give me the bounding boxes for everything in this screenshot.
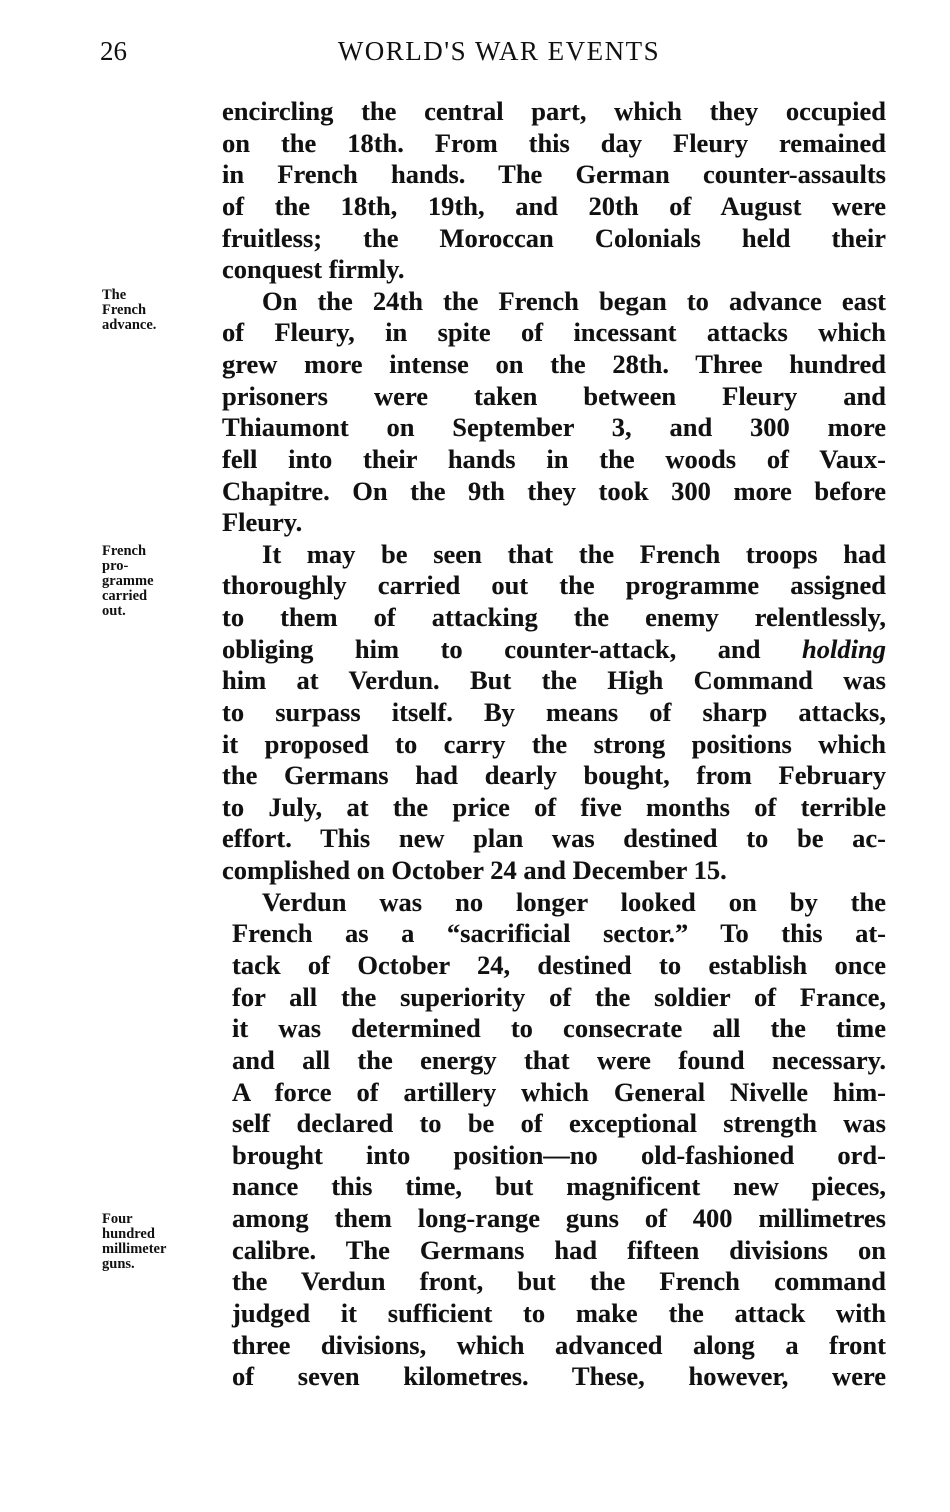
text-line: conquest firmly. xyxy=(222,254,405,285)
text-line: brought into position—no old-fashioned ord- xyxy=(232,1139,886,1170)
text-line: nance this time, but magnificent new pieces, xyxy=(232,1171,886,1202)
text-line: Verdun was no longer looked on by the xyxy=(262,886,886,917)
side-note-line: gramme xyxy=(102,573,154,589)
text-line: encircling the central part, which they occupied xyxy=(222,96,886,126)
text-line: fell into their hands in the woods of Vaux- xyxy=(222,443,886,474)
side-note-programme-carried-out xyxy=(102,544,154,619)
text-line: of the 18th, 19th, and 20th of August were xyxy=(222,190,886,221)
text-line: On the 24th the French began to advance east xyxy=(262,285,886,316)
text-line: Thiaumont on September 3, and 300 more xyxy=(222,412,886,443)
text-line: calibre. The Germans had fifteen divisions on xyxy=(232,1234,886,1265)
text-line: and all the energy that were found necessary. xyxy=(232,1044,886,1075)
text-line: the Germans had dearly bought, from February xyxy=(222,760,886,791)
side-note-french-advance xyxy=(102,288,156,333)
side-note-line: French xyxy=(102,302,147,318)
text-line: of Fleury, in spite of incessant attacks which xyxy=(222,317,886,348)
line-text: obliging him to counter-attack, and xyxy=(222,633,803,664)
text-line: French as a “sacrificial sector.” To this at- xyxy=(232,918,886,949)
side-note-line: French xyxy=(102,543,147,559)
text-line: among them long-range guns of 400 millimetres xyxy=(232,1203,886,1234)
text-line: self declared to be of exceptional strength was xyxy=(232,1108,886,1139)
side-note-line: carried xyxy=(102,588,148,604)
text-line xyxy=(222,634,886,664)
text-line: him at Verdun. But the High Command was xyxy=(222,665,886,696)
text-line: judged it sufficient to make the attack with xyxy=(232,1297,886,1328)
side-note-line: advance. xyxy=(102,317,157,333)
text-line: Fleury. xyxy=(222,507,303,538)
text-line: it proposed to carry the strong positions which xyxy=(222,728,886,759)
text-line: to July, at the price of five months of terrible xyxy=(222,791,886,822)
text-line: to them of attacking the enemy relentlessly, xyxy=(222,602,886,633)
text-line: of seven kilometres. These, however, were xyxy=(232,1361,886,1392)
text-line: thoroughly carried out the programme assigned xyxy=(222,570,886,601)
side-note-line: Four xyxy=(102,1211,133,1227)
side-note-line: millimeter xyxy=(102,1241,167,1257)
text-line: to surpass itself. By means of sharp attacks, xyxy=(222,696,886,727)
text-line: in French hands. The German counter-assaults xyxy=(222,159,886,190)
text-line: Chapitre. On the 9th they took 300 more before xyxy=(222,475,886,506)
side-note-line: guns. xyxy=(102,1256,135,1272)
italic-emphasis: holding xyxy=(802,633,886,664)
text-line: complished on October 24 and December 15. xyxy=(222,855,727,886)
text-line: prisoners were taken between Fleury and xyxy=(222,380,886,411)
text-line: grew more intense on the 28th. Three hundred xyxy=(222,349,886,380)
page-number: 26 xyxy=(100,36,127,66)
text-line: for all the superiority of the soldier of France, xyxy=(232,981,886,1012)
text-line: tack of October 24, destined to establish once xyxy=(232,950,886,980)
side-note-line: The xyxy=(102,287,127,303)
text-line: A force of artillery which General Nivelle him- xyxy=(232,1076,886,1107)
side-note-line: pro- xyxy=(102,558,129,574)
side-note-line: out. xyxy=(102,603,126,619)
text-line: three divisions, which advanced along a front xyxy=(232,1329,886,1360)
text-line: fruitless; the Moroccan Colonials held their xyxy=(222,222,886,253)
text-line: on the 18th. From this day Fleury remained xyxy=(222,127,886,158)
text-line: effort. This new plan was destined to be ac- xyxy=(222,823,886,854)
running-title: WORLD'S WAR EVENTS xyxy=(337,36,661,66)
text-line: It may be seen that the French troops had xyxy=(262,538,886,569)
side-note-line: hundred xyxy=(102,1226,155,1242)
text-line: it was determined to consecrate all the time xyxy=(232,1013,886,1044)
text-line: the Verdun front, but the French command xyxy=(232,1266,886,1297)
side-note-four-hundred-guns xyxy=(102,1212,166,1272)
